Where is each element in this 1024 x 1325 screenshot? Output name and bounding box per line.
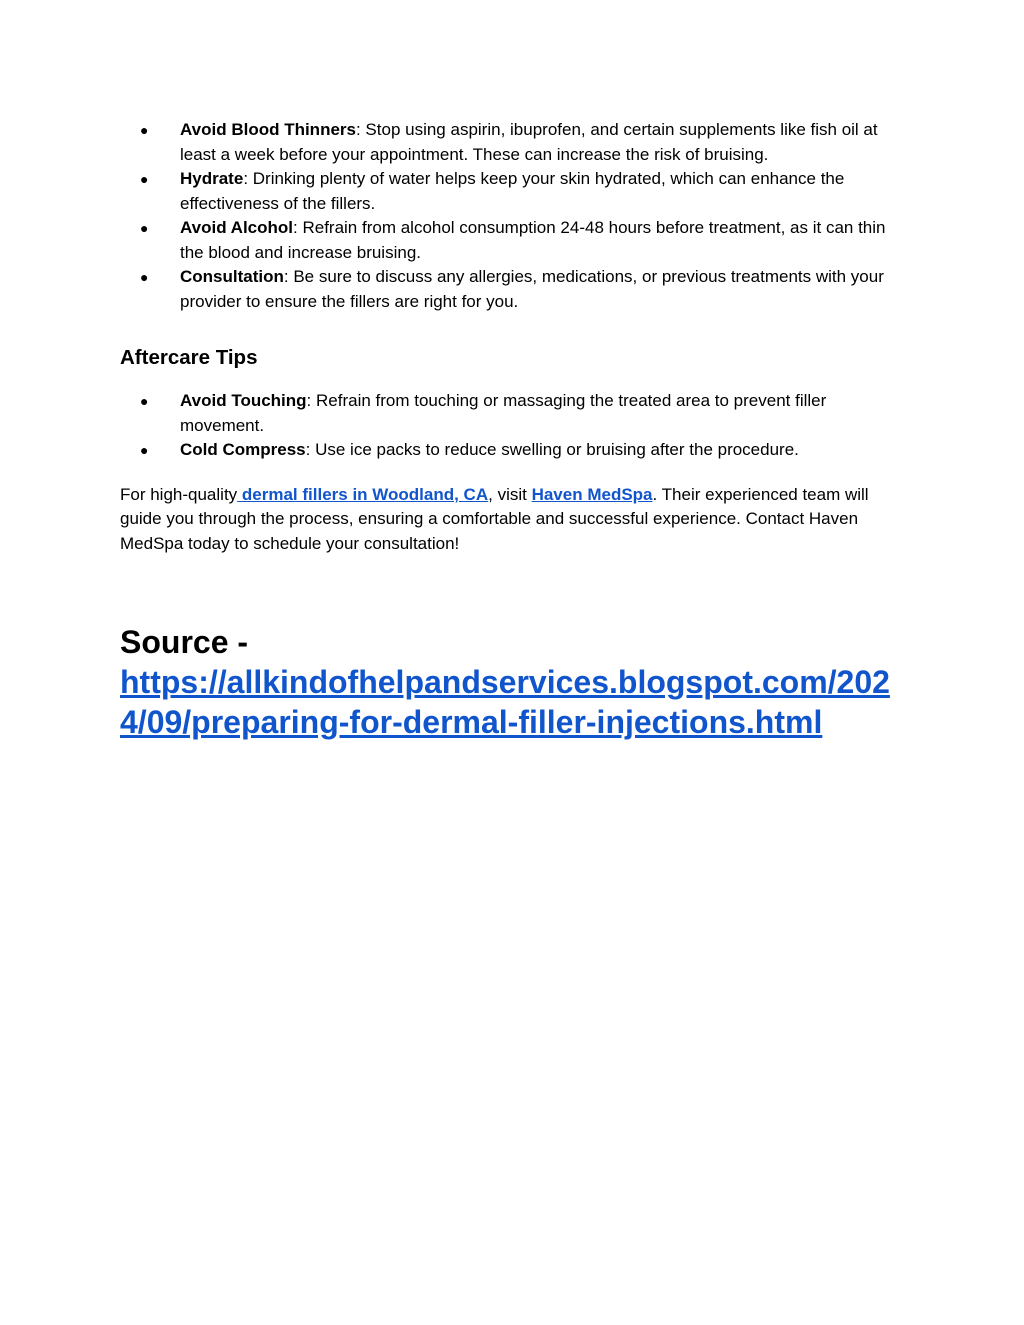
dermal-fillers-link[interactable]: dermal fillers in Woodland, CA: [237, 484, 489, 504]
bullet-icon: ●: [140, 442, 149, 458]
closing-suffix: . Their experienced team will guide you through the process, ensuring a comfortable and successful experience. Contact Haven MedSpa today to schedule your consultation!: [120, 484, 869, 553]
bullet-icon: ●: [140, 171, 149, 187]
list-item: [120, 118, 910, 167]
source-label: Source -: [120, 624, 249, 660]
item-text: : Refrain from touching or massaging the treated area to prevent filler movement.: [180, 391, 827, 435]
item-term: Avoid Alcohol: [180, 218, 294, 237]
item-term: Avoid Touching: [180, 391, 307, 410]
item-text: : Refrain from alcohol consumption 24-48 hours before treatment, as it can thin the blood and increase bruising.: [180, 218, 886, 262]
list-item: [120, 265, 910, 314]
item-term: Cold Compress: [180, 440, 306, 459]
bullet-icon: ●: [140, 122, 149, 138]
item-term: Avoid Blood Thinners: [180, 120, 356, 139]
item-term: Consultation: [180, 267, 284, 286]
list-item: [120, 438, 910, 463]
aftercare-heading: Aftercare Tips: [120, 346, 258, 369]
list-item: [120, 216, 910, 265]
item-term: Hydrate: [180, 169, 244, 188]
item-text: : Use ice packs to reduce swelling or bruising after the procedure.: [305, 440, 799, 459]
bullet-icon: ●: [140, 269, 149, 285]
list-item: [120, 389, 910, 438]
bullet-icon: ●: [140, 220, 149, 236]
haven-medspa-link[interactable]: Haven MedSpa: [531, 484, 653, 504]
aftercare-list: [120, 389, 910, 463]
document-page: [120, 118, 910, 742]
item-text: : Stop using aspirin, ibuprofen, and certain supplements like fish oil at least a week before your appointment. These can increase the risk of bruising.: [180, 120, 878, 164]
closing-middle: , visit: [488, 484, 532, 504]
bullet-icon: ●: [140, 393, 149, 409]
closing-paragraph: [120, 483, 910, 557]
list-item: [120, 167, 910, 216]
source-url-link[interactable]: https://allkindofhelpandservices.blogspot.com/2024/09/preparing-for-dermal-filler-injections.html: [120, 664, 890, 740]
source-block: [120, 622, 910, 742]
preparation-list: [120, 118, 910, 314]
closing-prefix: For high-quality: [120, 484, 238, 504]
item-text: : Be sure to discuss any allergies, medications, or previous treatments with your provider to ensure the fillers are right for you.: [180, 267, 884, 311]
item-text: : Drinking plenty of water helps keep your skin hydrated, which can enhance the effectiveness of the fillers.: [180, 169, 845, 213]
